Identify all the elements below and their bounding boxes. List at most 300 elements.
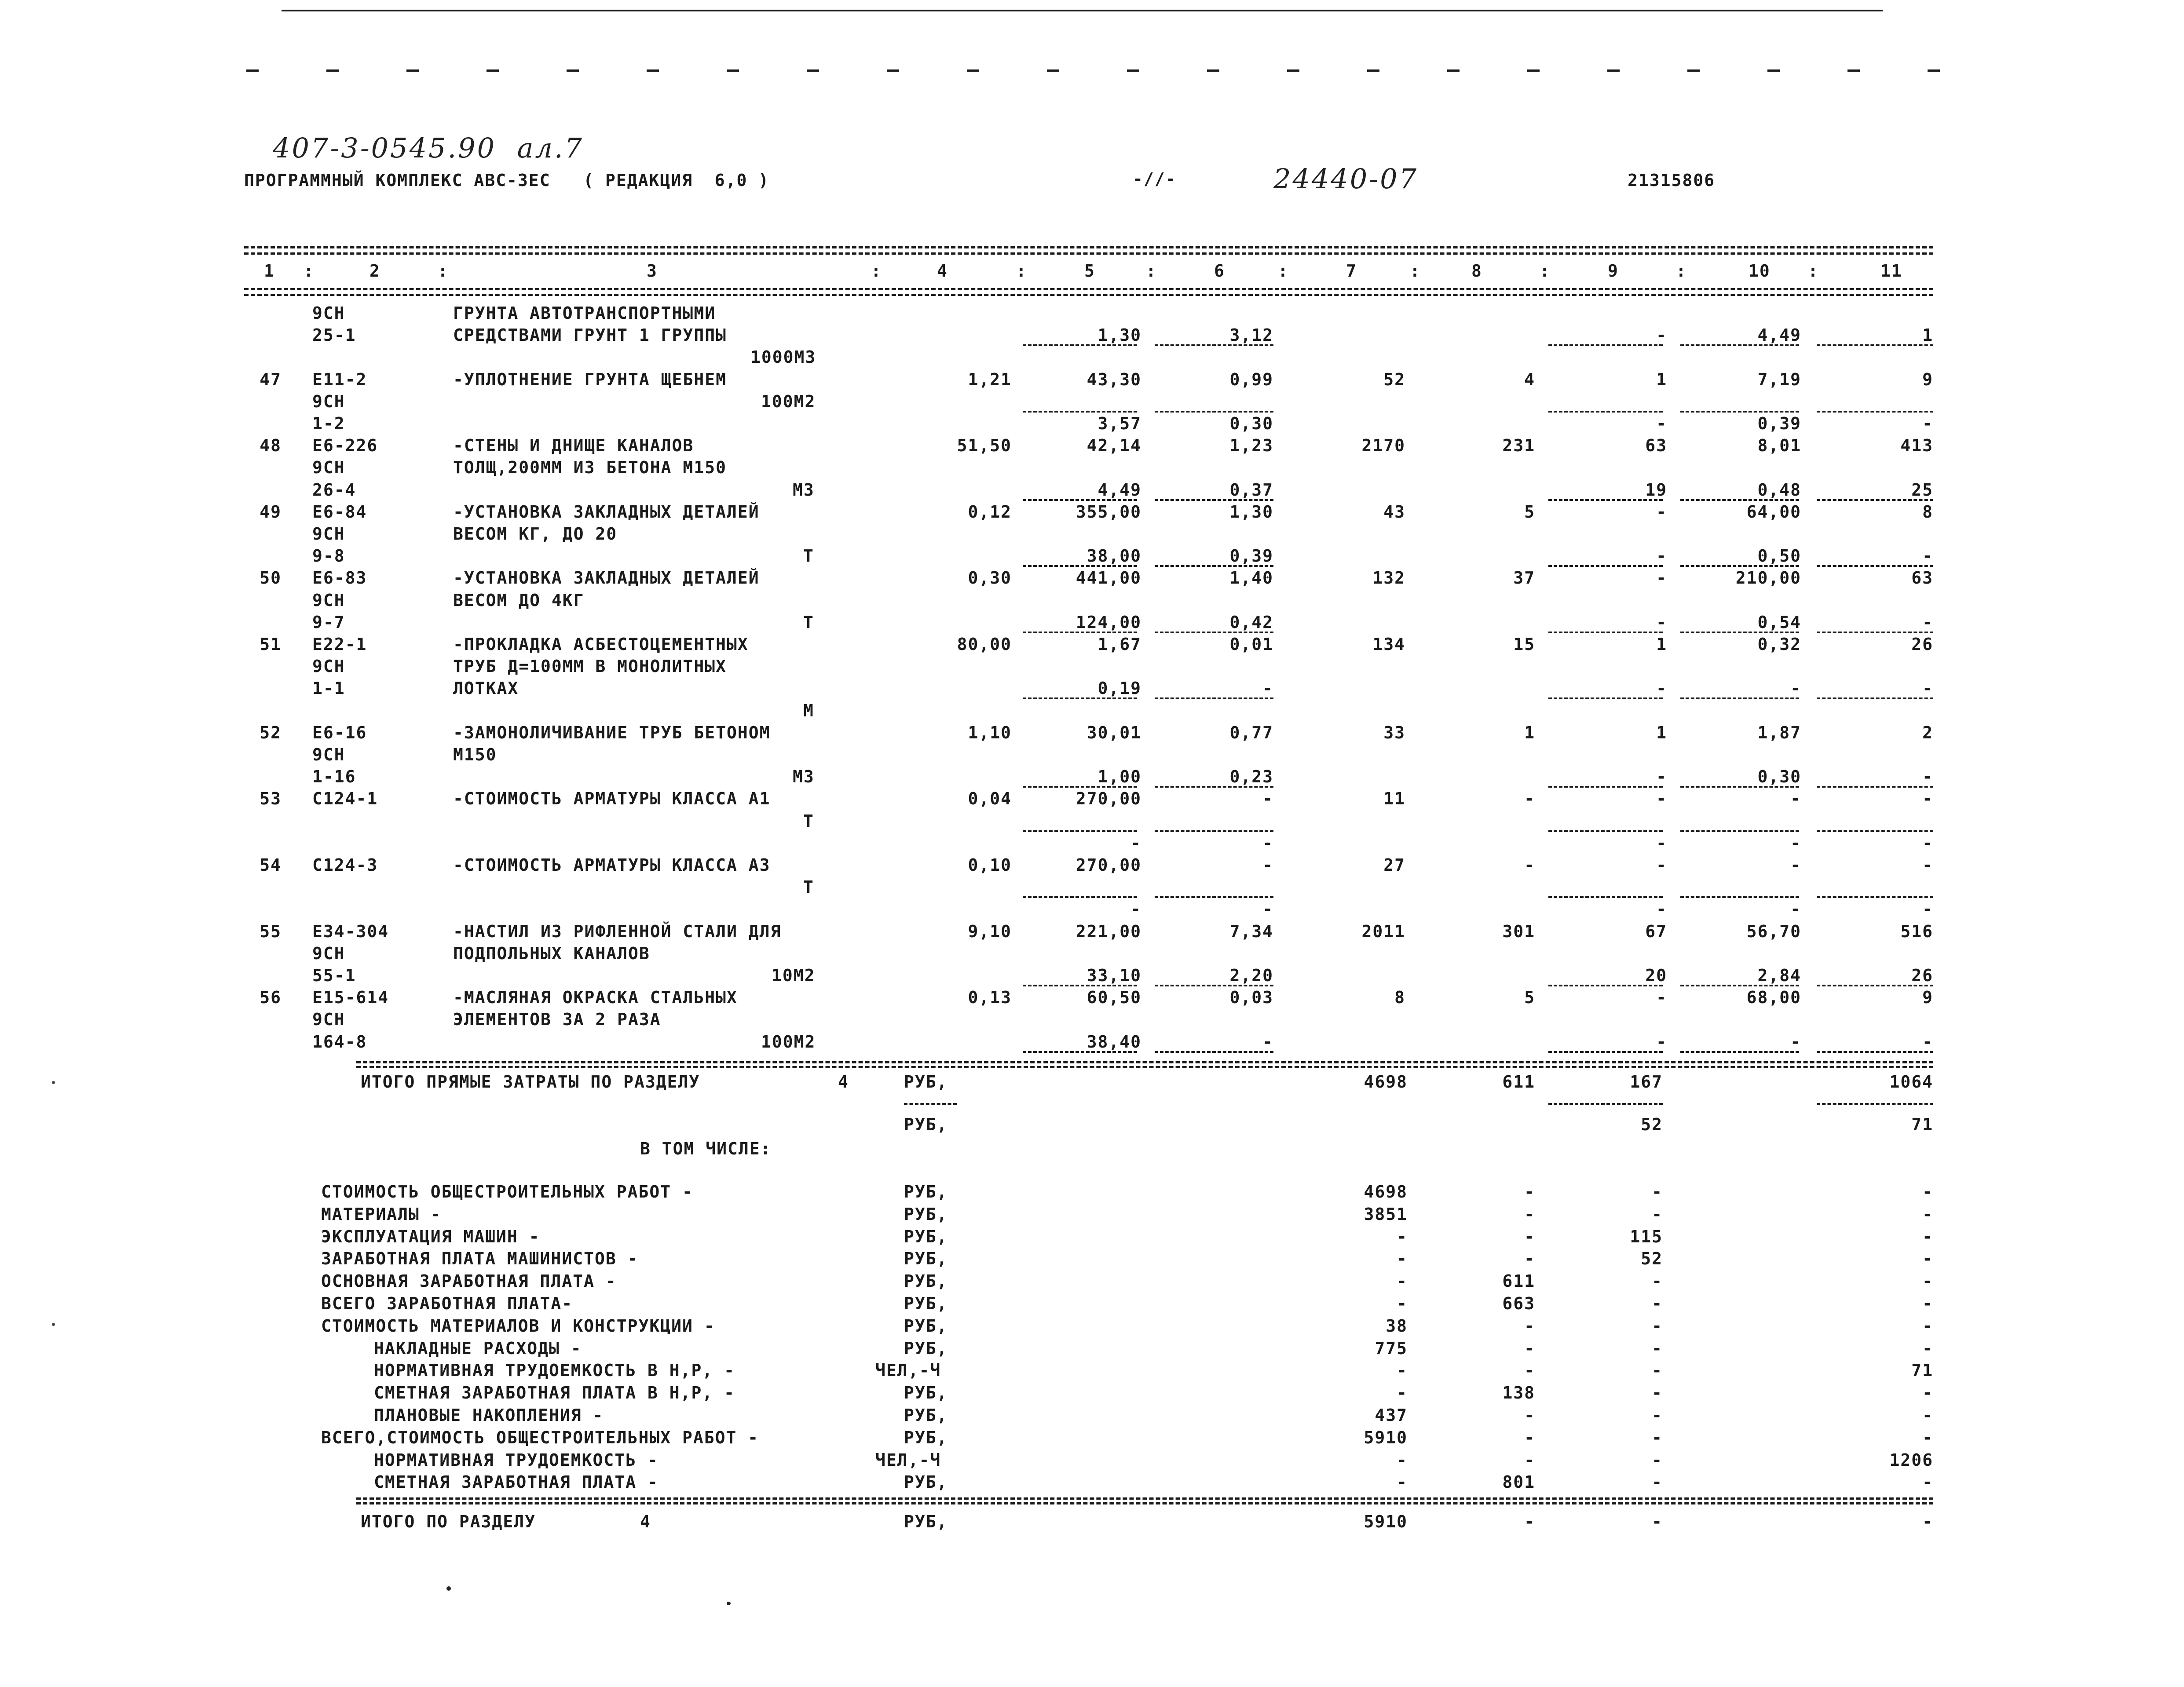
- direct-costs-c7: 4698: [1364, 1072, 1408, 1092]
- breakdown-c7: -: [1397, 1450, 1408, 1470]
- row-description: -НАСТИЛ ИЗ РИФЛЕННОЙ СТАЛИ ДЛЯ: [453, 922, 782, 941]
- breakdown-unit: РУБ,: [904, 1205, 948, 1224]
- row-code: 9СН: [312, 657, 345, 676]
- cell-c6: 1,30: [1229, 502, 1273, 522]
- cell-c8: 5: [1524, 988, 1535, 1007]
- row-code: Е6-16: [312, 723, 367, 742]
- top-dash-mark: [887, 69, 899, 72]
- cell-c10: 0,54: [1757, 613, 1801, 632]
- cell-sub-rule: [1023, 830, 1137, 832]
- breakdown-c8: -: [1524, 1450, 1535, 1470]
- row-description: -УСТАНОВКА ЗАКЛАДНЫХ ДЕТАЛЕЙ: [453, 502, 760, 522]
- row-code: Е11-2: [312, 370, 367, 389]
- breakdown-c7: -: [1397, 1249, 1408, 1268]
- cell-c6: 0,01: [1229, 635, 1273, 654]
- top-dash-mark: [967, 69, 979, 72]
- cell-c5: 38,00: [1087, 546, 1141, 566]
- direct2-c9: 52: [1641, 1115, 1663, 1134]
- cell-c9: -: [1656, 546, 1667, 566]
- row-unit: М3: [793, 767, 815, 786]
- cell-c10: -: [1790, 899, 1801, 919]
- cell-c6: 0,37: [1229, 480, 1273, 500]
- doc-number: 21315806: [1628, 171, 1716, 190]
- row-description: ЭЛЕМЕНТОВ ЗА 2 РАЗА: [453, 1010, 661, 1029]
- header-bottom-rule-2: [244, 294, 1933, 296]
- cell-sub-rule: [1680, 985, 1799, 986]
- breakdown-c7: -: [1397, 1361, 1408, 1380]
- cell-c9: 20: [1645, 966, 1667, 985]
- breakdown-label: НОРМАТИВНАЯ ТРУДОЕМКОСТЬ -: [374, 1450, 658, 1470]
- handwritten-doc-code: 407-3-0545.90 ал.7: [273, 132, 584, 164]
- cell-c4: 0,10: [968, 855, 1012, 875]
- column-separator: :: [1016, 261, 1027, 281]
- breakdown-c9: -: [1652, 1406, 1663, 1425]
- breakdown-unit: ЧЕЛ,-Ч: [875, 1361, 941, 1380]
- cell-c6: 7,34: [1229, 922, 1273, 941]
- breakdown-c11: -: [1922, 1249, 1933, 1268]
- cell-c5: 441,00: [1076, 568, 1141, 588]
- row-unit: 10М2: [772, 966, 816, 985]
- direct2-unit: РУБ,: [904, 1115, 948, 1134]
- cell-sub-rule: [1817, 1051, 1933, 1053]
- column-header-11: 11: [1880, 261, 1902, 281]
- cell-sub-rule: [1023, 985, 1137, 986]
- breakdown-label: ВСЕГО ЗАРАБОТНАЯ ПЛАТА-: [321, 1294, 573, 1313]
- breakdown-unit: РУБ,: [904, 1428, 948, 1447]
- cell-sub-rule: [1680, 830, 1799, 832]
- cell-c8: -: [1524, 789, 1535, 808]
- cell-c9: -: [1656, 789, 1667, 808]
- breakdown-unit: РУБ,: [904, 1182, 948, 1201]
- cell-c4: 51,50: [957, 436, 1012, 455]
- breakdown-label: СМЕТНАЯ ЗАРАБОТНАЯ ПЛАТА -: [374, 1472, 658, 1492]
- cell-c6: -: [1262, 679, 1273, 698]
- row-description: -ЗАМОНОЛИЧИВАНИЕ ТРУБ БЕТОНОМ: [453, 723, 771, 742]
- column-header-5: 5: [1084, 261, 1095, 281]
- breakdown-c11: -: [1922, 1294, 1933, 1313]
- row-code: 1-1: [312, 679, 345, 698]
- row-number: 50: [260, 568, 282, 588]
- final-total-c9: -: [1652, 1512, 1663, 1531]
- cell-c11: -: [1922, 855, 1933, 875]
- row-description: -СТОИМОСТЬ АРМАТУРЫ КЛАССА А1: [453, 789, 771, 808]
- breakdown-c7: 437: [1375, 1406, 1408, 1425]
- breakdown-c9: -: [1652, 1428, 1663, 1447]
- final-total-label: ИТОГО ПО РАЗДЕЛУ: [361, 1512, 536, 1531]
- breakdown-c9: -: [1652, 1472, 1663, 1492]
- breakdown-label: НОРМАТИВНАЯ ТРУДОЕМКОСТЬ В Н,Р, -: [374, 1361, 735, 1380]
- breakdown-c9: -: [1652, 1294, 1663, 1313]
- cell-c7: 134: [1372, 635, 1405, 654]
- cell-c5: 33,10: [1087, 966, 1141, 985]
- row-number: 55: [260, 922, 282, 941]
- breakdown-c8: -: [1524, 1249, 1535, 1268]
- cell-c6: -: [1262, 899, 1273, 919]
- cell-c5: 1,67: [1097, 635, 1141, 654]
- cell-c7: 132: [1372, 568, 1405, 588]
- row-number: 49: [260, 502, 282, 522]
- cell-c9: 63: [1645, 436, 1667, 455]
- totals-top-rule: [356, 1061, 1933, 1063]
- cell-c7: 2170: [1361, 436, 1405, 455]
- cell-sub-rule: [1155, 411, 1273, 413]
- breakdown-c9: -: [1652, 1205, 1663, 1224]
- breakdown-c11: 1206: [1889, 1450, 1933, 1470]
- cell-c6: -: [1262, 855, 1273, 875]
- cell-c9: -: [1656, 1032, 1667, 1052]
- cell-sub-rule: [1548, 786, 1663, 788]
- cell-c6: 0,39: [1229, 546, 1273, 566]
- row-description: -ПРОКЛАДКА АСБЕСТОЦЕМЕНТНЫХ: [453, 635, 749, 654]
- breakdown-c11: -: [1922, 1472, 1933, 1492]
- cell-c11: -: [1922, 899, 1933, 919]
- cell-c6: 1,23: [1229, 436, 1273, 455]
- row-code: 25-1: [312, 325, 356, 345]
- breakdown-c9: -: [1652, 1316, 1663, 1336]
- cell-sub-rule: [1548, 499, 1663, 501]
- breakdown-c8: -: [1524, 1205, 1535, 1224]
- scan-speck: [52, 1323, 55, 1326]
- cell-c10: 68,00: [1746, 988, 1801, 1007]
- top-dash-mark: [647, 69, 659, 72]
- column-separator: :: [1410, 261, 1421, 281]
- breakdown-c8: -: [1524, 1316, 1535, 1336]
- cell-c11: -: [1922, 613, 1933, 632]
- row-description: ТРУБ Д=100ММ В МОНОЛИТНЫХ: [453, 657, 727, 676]
- breakdown-c8: -: [1524, 1227, 1535, 1246]
- cell-sub-rule: [1680, 1051, 1799, 1053]
- top-dash-mark: [487, 69, 499, 72]
- row-description: ГРУНТА АВТОТРАНСПОРТНЫМИ: [453, 303, 716, 323]
- cell-sub-rule: [1680, 697, 1799, 699]
- scan-speck: [446, 1586, 451, 1591]
- cell-sub-rule: [1548, 697, 1663, 699]
- breakdown-unit: РУБ,: [904, 1316, 948, 1336]
- breakdown-unit: РУБ,: [904, 1339, 948, 1358]
- cell-c10: -: [1790, 855, 1801, 875]
- cell-sub-rule: [1023, 632, 1137, 633]
- cell-c5: 42,14: [1087, 436, 1141, 455]
- final-total-c8: -: [1524, 1512, 1535, 1531]
- table-top-rule-1: [244, 246, 1933, 248]
- cell-c7: 52: [1383, 370, 1405, 389]
- cell-sub-rule: [1023, 786, 1137, 788]
- breakdown-c7: 3851: [1364, 1205, 1408, 1224]
- cell-sub-rule: [1155, 786, 1273, 788]
- breakdown-c9: -: [1652, 1450, 1663, 1470]
- cell-c7: 8: [1394, 988, 1405, 1007]
- row-unit: М: [803, 701, 814, 720]
- breakdown-c9: -: [1652, 1361, 1663, 1380]
- row-description: -СТОИМОСТЬ АРМАТУРЫ КЛАССА А3: [453, 855, 771, 875]
- cell-c6: 0,30: [1229, 414, 1273, 433]
- top-dash-mark: [1687, 69, 1700, 72]
- cell-c10: -: [1790, 833, 1801, 853]
- breakdown-c9: -: [1652, 1339, 1663, 1358]
- row-unit: Т: [803, 877, 814, 897]
- cell-c5: 1,00: [1097, 767, 1141, 786]
- cell-c5: 43,30: [1087, 370, 1141, 389]
- breakdown-unit: РУБ,: [904, 1271, 948, 1291]
- cell-sub-rule: [1680, 344, 1799, 346]
- cell-sub-rule: [1548, 1051, 1663, 1053]
- direct-unit-rule: [904, 1103, 957, 1105]
- cell-c5: 30,01: [1087, 723, 1141, 742]
- cell-c9: -: [1656, 833, 1667, 853]
- column-header-6: 6: [1214, 261, 1225, 281]
- cell-c5: -: [1130, 833, 1141, 853]
- cell-c10: 4,49: [1757, 325, 1801, 345]
- cell-c9: -: [1656, 855, 1667, 875]
- row-description: -СТЕНЫ И ДНИЩЕ КАНАЛОВ: [453, 436, 694, 455]
- row-code: Е6-226: [312, 436, 378, 455]
- cell-c9: -: [1656, 568, 1667, 588]
- row-code: 1-2: [312, 414, 345, 433]
- direct-c11-rule: [1817, 1103, 1933, 1105]
- top-dash-mark: [1127, 69, 1139, 72]
- cell-sub-rule: [1817, 896, 1933, 898]
- final-top-rule: [356, 1497, 1933, 1500]
- cell-sub-rule: [1155, 830, 1273, 832]
- cell-c5: -: [1130, 899, 1141, 919]
- row-code: 1-16: [312, 767, 356, 786]
- cell-c6: 0,23: [1229, 767, 1273, 786]
- totals-top-rule-2: [356, 1066, 1933, 1068]
- cell-sub-rule: [1023, 896, 1137, 898]
- column-header-7: 7: [1346, 261, 1357, 281]
- cell-sub-rule: [1817, 565, 1933, 567]
- row-description: ЛОТКАХ: [453, 679, 519, 698]
- breakdown-unit: ЧЕЛ,-Ч: [875, 1450, 941, 1470]
- cell-sub-rule: [1023, 697, 1137, 699]
- cell-sub-rule: [1817, 499, 1933, 501]
- row-code: 9СН: [312, 745, 345, 764]
- row-code: Е6-84: [312, 502, 367, 522]
- row-description: ПОДПОЛЬНЫХ КАНАЛОВ: [453, 944, 650, 963]
- row-number: 54: [260, 855, 282, 875]
- cell-c9: -: [1656, 414, 1667, 433]
- breakdown-c7: -: [1397, 1294, 1408, 1313]
- breakdown-c9: -: [1652, 1271, 1663, 1291]
- cell-sub-rule: [1548, 632, 1663, 633]
- cell-c11: 1: [1922, 325, 1933, 345]
- cell-sub-rule: [1680, 499, 1799, 501]
- cell-c10: 2,84: [1757, 966, 1801, 985]
- row-unit: Т: [803, 546, 814, 566]
- cell-c5: 4,49: [1097, 480, 1141, 500]
- column-header-3: 3: [647, 261, 658, 281]
- cell-c11: -: [1922, 546, 1933, 566]
- cell-c9: 1: [1656, 370, 1667, 389]
- cell-c5: 355,00: [1076, 502, 1141, 522]
- cell-sub-rule: [1548, 344, 1663, 346]
- cell-sub-rule: [1680, 786, 1799, 788]
- cell-c10: 0,48: [1757, 480, 1801, 500]
- final-total-section: 4: [640, 1512, 651, 1531]
- cell-c9: 67: [1645, 922, 1667, 941]
- breakdown-c8: -: [1524, 1339, 1535, 1358]
- breakdown-c7: 38: [1386, 1316, 1408, 1336]
- cell-c10: -: [1790, 679, 1801, 698]
- cell-sub-rule: [1817, 830, 1933, 832]
- breakdown-label: СТОИМОСТЬ МАТЕРИАЛОВ И КОНСТРУКЦИИ -: [321, 1316, 715, 1336]
- row-description: ВЕСОМ ДО 4КГ: [453, 591, 585, 610]
- cell-c10: 1,87: [1757, 723, 1801, 742]
- column-separator: :: [1146, 261, 1157, 281]
- breakdown-c7: -: [1397, 1383, 1408, 1402]
- breakdown-c11: -: [1922, 1339, 1933, 1358]
- cell-sub-rule: [1548, 565, 1663, 567]
- cell-c10: 0,32: [1757, 635, 1801, 654]
- column-header-9: 9: [1608, 261, 1619, 281]
- cell-c7: 33: [1383, 723, 1405, 742]
- row-code: С124-3: [312, 855, 378, 875]
- cell-c6: 0,99: [1229, 370, 1273, 389]
- top-dash-mark: [1928, 69, 1940, 72]
- column-header-4: 4: [937, 261, 948, 281]
- cell-c9: -: [1656, 988, 1667, 1007]
- top-dash-mark: [807, 69, 819, 72]
- top-dash-mark: [1607, 69, 1620, 72]
- cell-c4: 0,12: [968, 502, 1012, 522]
- breakdown-c7: -: [1397, 1227, 1408, 1246]
- cell-c4: 0,30: [968, 568, 1012, 588]
- cell-c5: 270,00: [1076, 855, 1141, 875]
- breakdown-c11: 71: [1911, 1361, 1933, 1380]
- cell-c4: 0,04: [968, 789, 1012, 808]
- direct-costs-c8: 611: [1502, 1072, 1535, 1092]
- cell-c11: 2: [1922, 723, 1933, 742]
- cell-sub-rule: [1817, 697, 1933, 699]
- cell-c6: 1,40: [1229, 568, 1273, 588]
- cell-c9: 1: [1656, 723, 1667, 742]
- row-unit: 100М2: [761, 392, 816, 411]
- breakdown-c8: -: [1524, 1428, 1535, 1447]
- cell-c6: 0,03: [1229, 988, 1273, 1007]
- top-dash-mark: [246, 69, 259, 72]
- cell-c7: 11: [1383, 789, 1405, 808]
- final-total-c11: -: [1922, 1512, 1933, 1531]
- breakdown-c8: 801: [1502, 1472, 1535, 1492]
- breakdown-c7: -: [1397, 1271, 1408, 1291]
- breakdown-c7: -: [1397, 1472, 1408, 1492]
- cell-sub-rule: [1155, 697, 1273, 699]
- row-description: М150: [453, 745, 497, 764]
- breakdown-unit: РУБ,: [904, 1472, 948, 1492]
- row-unit: 1000М3: [750, 347, 816, 367]
- cell-c9: -: [1656, 767, 1667, 786]
- direct2-c11: 71: [1911, 1115, 1933, 1134]
- breakdown-c11: -: [1922, 1227, 1933, 1246]
- cell-c5: 124,00: [1076, 613, 1141, 632]
- cell-c10: 0,30: [1757, 767, 1801, 786]
- final-total-c7: 5910: [1364, 1512, 1408, 1531]
- row-unit: 100М2: [761, 1032, 816, 1052]
- breakdown-unit: РУБ,: [904, 1227, 948, 1246]
- cell-c11: 26: [1911, 966, 1933, 985]
- cell-c5: 0,19: [1097, 679, 1141, 698]
- row-code: С124-1: [312, 789, 378, 808]
- column-separator: :: [1808, 261, 1819, 281]
- cell-sub-rule: [1548, 830, 1663, 832]
- breakdown-c11: -: [1922, 1182, 1933, 1201]
- column-header-1: 1: [264, 261, 275, 281]
- scan-speck: [727, 1602, 731, 1605]
- row-number: 48: [260, 436, 282, 455]
- cell-c11: -: [1922, 789, 1933, 808]
- page-mark: -//-: [1133, 169, 1177, 189]
- row-description: -УПЛОТНЕНИЕ ГРУНТА ЩЕБНЕМ: [453, 370, 727, 389]
- breakdown-c8: 138: [1502, 1383, 1535, 1402]
- top-dash-mark: [1527, 69, 1540, 72]
- cell-c9: -: [1656, 325, 1667, 345]
- breakdown-c11: -: [1922, 1383, 1933, 1402]
- row-code: 26-4: [312, 480, 356, 500]
- breakdown-c7: 775: [1375, 1339, 1408, 1358]
- cell-c10: 210,00: [1735, 568, 1801, 588]
- top-dash-mark: [406, 69, 419, 72]
- program-title: ПРОГРАММНЫЙ КОМПЛЕКС АВС-3ЕС ( РЕДАКЦИЯ 6,0 ): [244, 171, 770, 190]
- cell-c11: -: [1922, 679, 1933, 698]
- cell-sub-rule: [1155, 344, 1273, 346]
- direct-costs-c9: 167: [1630, 1072, 1663, 1092]
- cell-sub-rule: [1155, 565, 1273, 567]
- top-dash-mark: [1447, 69, 1460, 72]
- cell-c7: 27: [1383, 855, 1405, 875]
- top-dash-mark: [727, 69, 739, 72]
- breakdown-c8: 663: [1502, 1294, 1535, 1313]
- top-dash-mark: [1767, 69, 1780, 72]
- cell-sub-rule: [1817, 632, 1933, 633]
- breakdown-unit: РУБ,: [904, 1383, 948, 1402]
- cell-c11: -: [1922, 1032, 1933, 1052]
- cell-c5: 60,50: [1087, 988, 1141, 1007]
- cell-c4: 1,10: [968, 723, 1012, 742]
- row-description: -УСТАНОВКА ЗАКЛАДНЫХ ДЕТАЛЕЙ: [453, 568, 760, 588]
- row-code: 9СН: [312, 458, 345, 477]
- cell-c8: 5: [1524, 502, 1535, 522]
- cell-sub-rule: [1023, 344, 1137, 346]
- row-code: Е15-614: [312, 988, 389, 1007]
- cell-sub-rule: [1680, 565, 1799, 567]
- cell-c11: 26: [1911, 635, 1933, 654]
- row-code: 9СН: [312, 392, 345, 411]
- top-dash-mark: [1207, 69, 1219, 72]
- top-dash-mark: [1847, 69, 1860, 72]
- table-top-rule-2: [244, 252, 1933, 255]
- row-number: 53: [260, 789, 282, 808]
- breakdown-c9: 115: [1630, 1227, 1663, 1246]
- cell-c11: -: [1922, 767, 1933, 786]
- column-separator: :: [1278, 261, 1289, 281]
- cell-c8: 1: [1524, 723, 1535, 742]
- breakdown-c11: -: [1922, 1205, 1933, 1224]
- cell-c6: -: [1262, 833, 1273, 853]
- top-dash-mark: [1367, 69, 1379, 72]
- final-top-rule-2: [356, 1502, 1933, 1504]
- row-code: 9СН: [312, 591, 345, 610]
- breakdown-c11: -: [1922, 1428, 1933, 1447]
- breakdown-c11: -: [1922, 1271, 1933, 1291]
- cell-sub-rule: [1155, 896, 1273, 898]
- row-description: -МАСЛЯНАЯ ОКРАСКА СТАЛЬНЫХ: [453, 988, 738, 1007]
- cell-c10: 56,70: [1746, 922, 1801, 941]
- top-dash-mark: [1287, 69, 1299, 72]
- cell-c11: 63: [1911, 568, 1933, 588]
- column-separator: :: [304, 261, 315, 281]
- cell-c5: 3,57: [1097, 414, 1141, 433]
- cell-c5: 270,00: [1076, 789, 1141, 808]
